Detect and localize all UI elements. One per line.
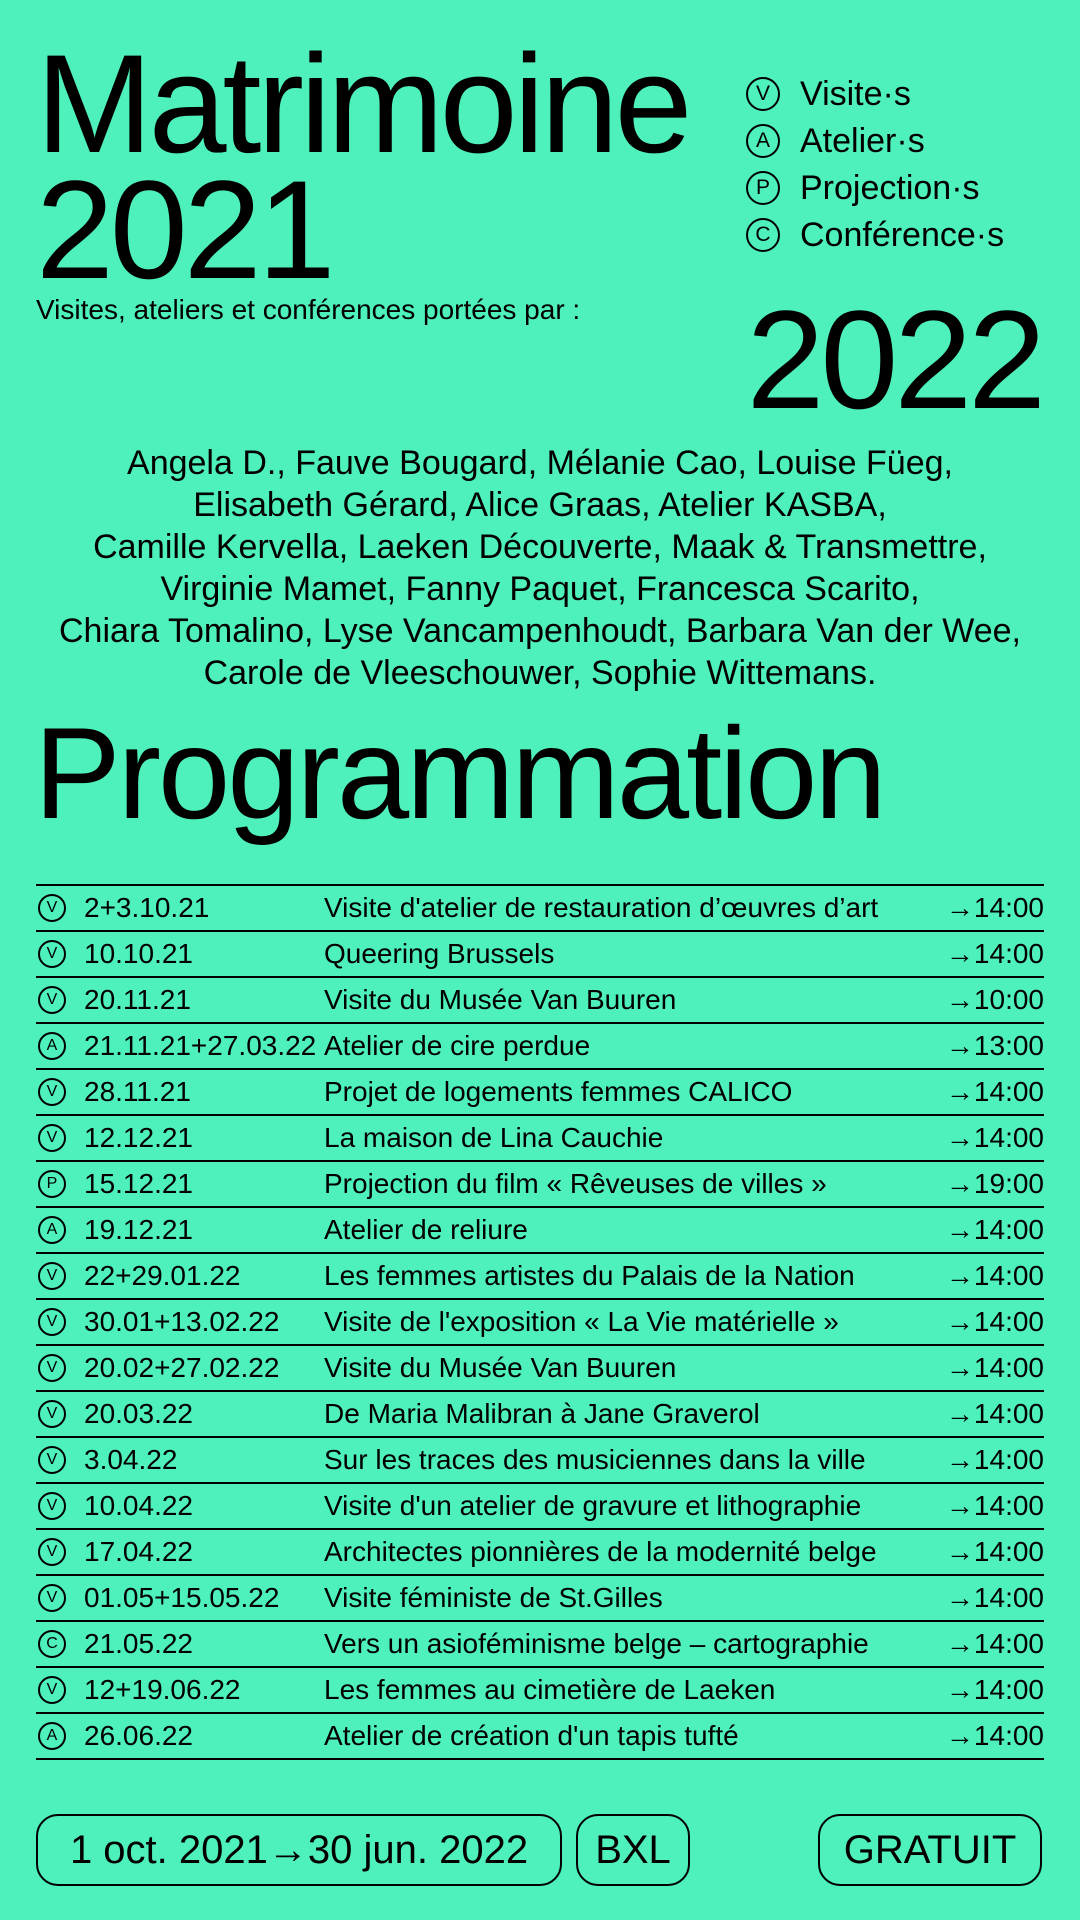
event-title: Sur les traces des musiciennes dans la ville bbox=[324, 1444, 866, 1475]
event-type-icon: A bbox=[38, 1032, 66, 1060]
legend-label: Projection·s bbox=[800, 168, 980, 207]
atelier-circle-icon: A bbox=[746, 124, 780, 158]
event-type-icon: C bbox=[38, 1630, 66, 1658]
event-type-icon: P bbox=[38, 1170, 66, 1198]
schedule-row bbox=[36, 1668, 1044, 1714]
programme-heading: Programmation bbox=[34, 700, 884, 846]
contributors-line: Elisabeth Gérard, Alice Graas, Atelier KASBA, bbox=[193, 486, 887, 524]
legend-item-visite bbox=[746, 70, 1004, 117]
schedule-row bbox=[36, 1714, 1044, 1760]
event-date: 20.02+27.02.22 bbox=[84, 1352, 280, 1383]
event-date: 3.04.22 bbox=[84, 1444, 178, 1475]
event-time: →14:00 bbox=[945, 1674, 1044, 1705]
schedule-row bbox=[36, 978, 1044, 1024]
event-type-icon: V bbox=[38, 1538, 66, 1566]
event-date: 19.12.21 bbox=[84, 1214, 193, 1245]
event-type-icon: V bbox=[38, 1446, 66, 1474]
event-title: Atelier de création d'un tapis tufté bbox=[324, 1720, 739, 1751]
event-date: 21.11.21+27.03.22 bbox=[84, 1030, 317, 1061]
page-title-line1: Matrimoine bbox=[36, 25, 689, 182]
event-type-icon: A bbox=[38, 1216, 66, 1244]
event-date: 10.10.21 bbox=[84, 938, 193, 969]
event-type-icon: V bbox=[38, 1124, 66, 1152]
event-time: →14:00 bbox=[945, 1214, 1044, 1245]
event-time: →14:00 bbox=[945, 1490, 1044, 1521]
subtitle: Visites, ateliers et conférences portées par : bbox=[36, 294, 581, 325]
event-date: 10.04.22 bbox=[84, 1490, 193, 1521]
event-time: →14:00 bbox=[945, 1122, 1044, 1153]
schedule-row bbox=[36, 886, 1044, 932]
event-type-icon: V bbox=[38, 1078, 66, 1106]
event-type-icon: A bbox=[38, 1722, 66, 1750]
event-date: 2+3.10.21 bbox=[84, 892, 210, 923]
event-date: 20.11.21 bbox=[84, 984, 191, 1015]
event-type-icon: V bbox=[38, 1354, 66, 1382]
event-title: La maison de Lina Cauchie bbox=[324, 1122, 664, 1153]
schedule-row bbox=[36, 1576, 1044, 1622]
visite-circle-icon: V bbox=[746, 77, 780, 111]
schedule-row bbox=[36, 1116, 1044, 1162]
city-pill: BXL bbox=[576, 1814, 690, 1886]
event-time: →14:00 bbox=[945, 1352, 1044, 1383]
event-time: →14:00 bbox=[945, 1306, 1044, 1337]
event-date: 30.01+13.02.22 bbox=[84, 1306, 280, 1337]
event-time: →13:00 bbox=[945, 1030, 1044, 1061]
schedule-row bbox=[36, 1162, 1044, 1208]
event-type-icon: V bbox=[38, 1676, 66, 1704]
event-title: Visite d'atelier de restauration d’œuvres d’art bbox=[324, 892, 879, 923]
price-pill: GRATUIT bbox=[818, 1814, 1042, 1886]
event-time: →14:00 bbox=[945, 1536, 1044, 1567]
event-title: Atelier de reliure bbox=[324, 1214, 528, 1245]
event-date: 21.05.22 bbox=[84, 1628, 193, 1659]
event-title: Vers un asioféminisme belge – cartographie bbox=[324, 1628, 869, 1659]
legend-label: Conférence·s bbox=[800, 215, 1005, 254]
event-date: 28.11.21 bbox=[84, 1076, 191, 1107]
event-date: 20.03.22 bbox=[84, 1398, 193, 1429]
event-type-icon: V bbox=[38, 1308, 66, 1336]
schedule-row bbox=[36, 932, 1044, 978]
schedule-row bbox=[36, 1484, 1044, 1530]
legend-label: Atelier·s bbox=[800, 121, 925, 160]
contributors-line: Chiara Tomalino, Lyse Vancampenhoudt, Barbara Van der Wee, bbox=[58, 612, 1021, 650]
event-title: Queering Brussels bbox=[324, 938, 555, 969]
event-title: Projection du film « Rêveuses de villes » bbox=[324, 1168, 827, 1199]
event-time: →10:00 bbox=[945, 984, 1044, 1015]
schedule-row bbox=[36, 1346, 1044, 1392]
conference-circle-icon: C bbox=[746, 218, 780, 252]
legend-label: Visite·s bbox=[800, 74, 911, 113]
event-time: →19:00 bbox=[945, 1168, 1044, 1199]
event-time: →14:00 bbox=[945, 938, 1044, 969]
event-time: →14:00 bbox=[945, 1720, 1044, 1751]
schedule-row bbox=[36, 1208, 1044, 1254]
event-title: Visite d'un atelier de gravure et lithographie bbox=[324, 1490, 862, 1521]
event-title: De Maria Malibran à Jane Graverol bbox=[324, 1398, 760, 1429]
event-title: Visite du Musée Van Buuren bbox=[324, 1352, 677, 1383]
schedule-row bbox=[36, 1438, 1044, 1484]
legend-item-atelier bbox=[746, 117, 1004, 164]
event-date: 12+19.06.22 bbox=[84, 1674, 241, 1705]
schedule-row bbox=[36, 1300, 1044, 1346]
legend-item-projection bbox=[746, 164, 1004, 211]
event-date: 15.12.21 bbox=[84, 1168, 193, 1199]
contributors-line: Angela D., Fauve Bougard, Mélanie Cao, Louise Füeg, bbox=[127, 444, 953, 482]
projection-circle-icon: P bbox=[746, 171, 780, 205]
contributors-line: Carole de Vleeschouwer, Sophie Wittemans. bbox=[203, 654, 877, 692]
event-title: Visite féministe de St.Gilles bbox=[324, 1582, 663, 1613]
event-date: 22+29.01.22 bbox=[84, 1260, 241, 1291]
event-time: →14:00 bbox=[945, 1628, 1044, 1659]
schedule-row bbox=[36, 1070, 1044, 1116]
contributors-line: Virginie Mamet, Fanny Paquet, Francesca Scarito, bbox=[160, 570, 920, 608]
page-title-line2: 2021 bbox=[36, 151, 332, 308]
schedule-row bbox=[36, 1530, 1044, 1576]
event-type-icon: V bbox=[38, 1262, 66, 1290]
schedule-row bbox=[36, 1392, 1044, 1438]
schedule-table bbox=[36, 884, 1044, 1760]
event-time: →14:00 bbox=[945, 1076, 1044, 1107]
schedule-row bbox=[36, 1622, 1044, 1668]
event-type-icon: V bbox=[38, 940, 66, 968]
date-range-pill: 1 oct. 2021→30 jun. 2022 bbox=[36, 1814, 562, 1886]
event-date: 01.05+15.05.22 bbox=[84, 1582, 280, 1613]
event-type-icon: V bbox=[38, 1492, 66, 1520]
contributors-line: Camille Kervella, Laeken Découverte, Maak & Transmettre, bbox=[93, 528, 987, 566]
event-date: 12.12.21 bbox=[84, 1122, 193, 1153]
end-year: 2022 bbox=[746, 281, 1042, 438]
event-title: Les femmes au cimetière de Laeken bbox=[324, 1674, 776, 1705]
event-time: →14:00 bbox=[945, 1582, 1044, 1613]
event-title: Visite du Musée Van Buuren bbox=[324, 984, 677, 1015]
event-type-icon: V bbox=[38, 1400, 66, 1428]
event-type-icon: V bbox=[38, 986, 66, 1014]
event-title: Projet de logements femmes CALICO bbox=[324, 1076, 793, 1107]
legend bbox=[746, 70, 1004, 258]
schedule-row bbox=[36, 1254, 1044, 1300]
event-time: →14:00 bbox=[945, 892, 1044, 923]
event-date: 26.06.22 bbox=[84, 1720, 193, 1751]
event-title: Atelier de cire perdue bbox=[324, 1030, 591, 1061]
legend-item-conference bbox=[746, 211, 1004, 258]
event-time: →14:00 bbox=[945, 1444, 1044, 1475]
event-type-icon: V bbox=[38, 1584, 66, 1612]
event-date: 17.04.22 bbox=[84, 1536, 193, 1567]
event-title: Architectes pionnières de la modernité belge bbox=[324, 1536, 877, 1567]
event-title: Visite de l'exposition « La Vie matérielle » bbox=[324, 1306, 839, 1337]
event-title: Les femmes artistes du Palais de la Nation bbox=[324, 1260, 855, 1291]
contributors-list bbox=[30, 442, 1050, 694]
schedule-row bbox=[36, 1024, 1044, 1070]
event-type-icon: V bbox=[38, 894, 66, 922]
event-time: →14:00 bbox=[945, 1398, 1044, 1429]
event-time: →14:00 bbox=[945, 1260, 1044, 1291]
